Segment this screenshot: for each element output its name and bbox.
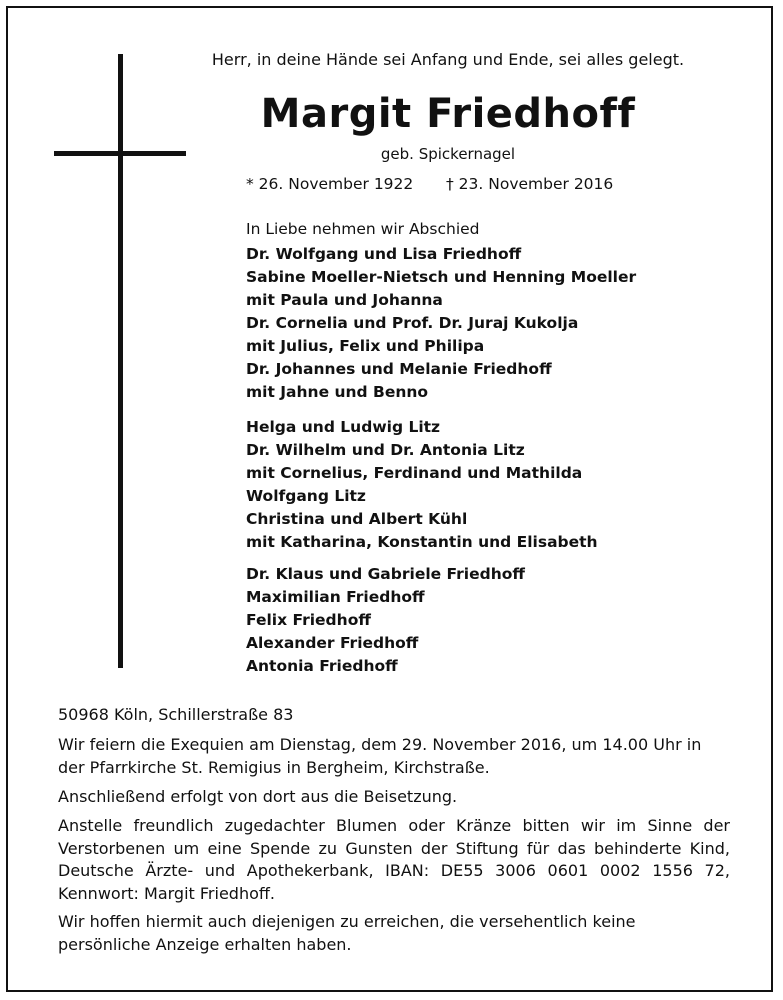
mourner-line: Dr. Klaus und Gabriele Friedhoff [246, 565, 525, 583]
mourner-line: Wolfgang Litz [246, 487, 366, 505]
cross-icon-vertical-bar [118, 54, 123, 668]
mourners-group-3 [246, 563, 525, 678]
mourner-line: Helga und Ludwig Litz [246, 418, 441, 436]
mourner-line: mit Jahne und Benno [246, 383, 429, 401]
mourners-group-1 [246, 243, 636, 404]
death-date: † 23. November 2016 [446, 175, 614, 193]
mourner-line: mit Paula und Johanna [246, 291, 443, 309]
mourners-group-2 [246, 416, 598, 554]
mourner-line: Sabine Moeller-Nietsch und Henning Moeller [246, 268, 637, 286]
mourner-line: Dr. Wilhelm und Dr. Antonia Litz [246, 441, 525, 459]
closing-paragraph: Wir hoffen hiermit auch diejenigen zu erreichen, die versehentlich keine persönliche Anzeige erhalten haben. [58, 912, 636, 954]
farewell-line: In Liebe nehmen wir Abschied [246, 220, 480, 238]
deceased-name: Margit Friedhoff [260, 91, 636, 137]
family-address: 50968 Köln, Schillerstraße 83 [58, 705, 294, 724]
motto-verse: Herr, in deine Hände sei Anfang und Ende, sei alles gelegt. [211, 50, 685, 69]
mourner-line: Dr. Johannes und Melanie Friedhoff [246, 360, 552, 378]
mourner-line: Maximilian Friedhoff [246, 588, 425, 606]
exequies-paragraph: Wir feiern die Exequien am Dienstag, dem 29. November 2016, um 14.00 Uhr in der Pfarrkirche St. Remigius in Bergheim, Kirchstraße. [58, 735, 702, 777]
obituary-notice [6, 6, 773, 992]
mourner-line: Felix Friedhoff [246, 611, 371, 629]
burial-paragraph: Anschließend erfolgt von dort aus die Beisetzung. [58, 787, 458, 806]
mourner-line: Dr. Cornelia und Prof. Dr. Juraj Kukolja [246, 314, 579, 332]
donation-paragraph: Anstelle freundlich zugedachter Blumen oder Kränze bitten wir im Sinne der Verstorbenen um eine Spende zu Gunsten der Stiftung für das behinderte Kind, Deutsche Ärzte- und Apothekerbank, IBAN: DE55 3006 0601 0002 1556 72, Kennwort: Margit Friedhoff. [58, 816, 730, 903]
mourner-line: Christina und Albert Kühl [246, 510, 468, 528]
maiden-name: geb. Spickernagel [380, 145, 516, 163]
birth-date: * 26. November 1922 [246, 175, 414, 193]
mourner-line: Dr. Wolfgang und Lisa Friedhoff [246, 245, 522, 263]
cross-icon-horizontal-bar [54, 151, 186, 156]
mourner-line: mit Cornelius, Ferdinand und Mathilda [246, 464, 583, 482]
mourner-line: mit Julius, Felix und Philipa [246, 337, 485, 355]
mourner-line: Alexander Friedhoff [246, 634, 419, 652]
mourner-line: Antonia Friedhoff [246, 657, 398, 675]
mourner-line: mit Katharina, Konstantin und Elisabeth [246, 533, 598, 551]
